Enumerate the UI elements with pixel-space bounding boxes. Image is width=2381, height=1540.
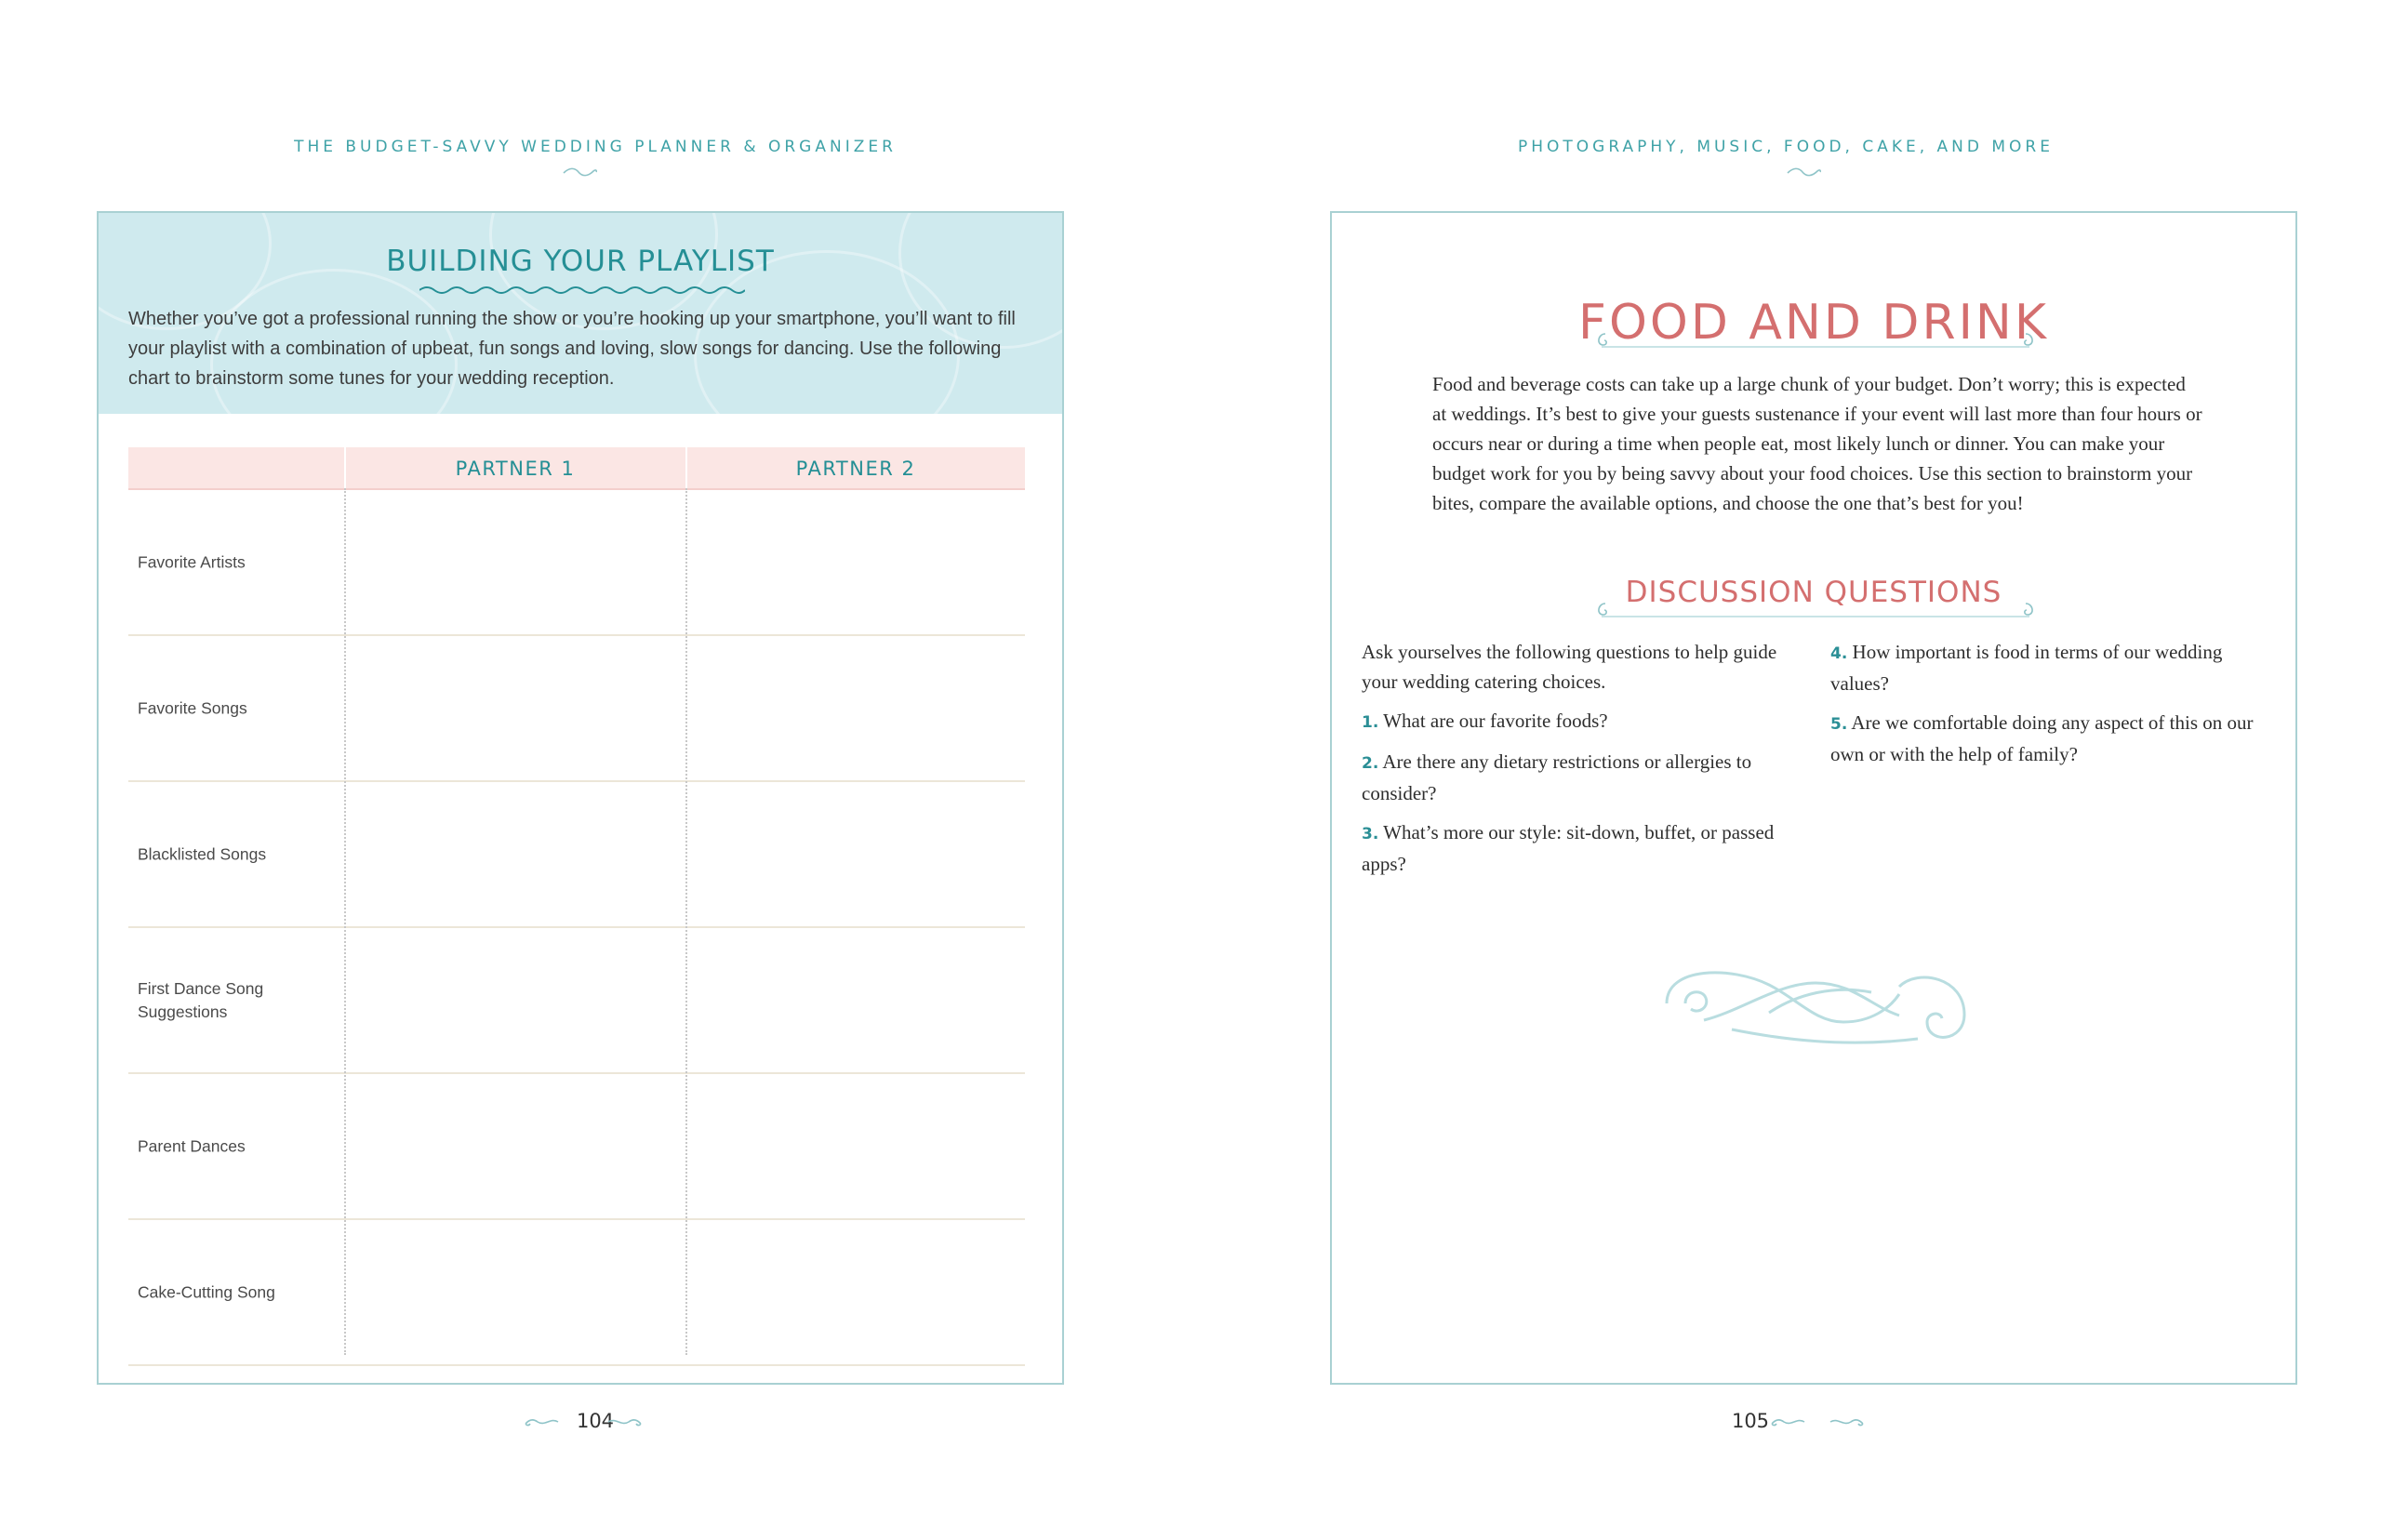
table-row bbox=[128, 1220, 1025, 1366]
running-head: THE BUDGET-SAVVY WEDDING PLANNER & ORGANIZER bbox=[294, 138, 897, 156]
row-label: Favorite Songs bbox=[138, 698, 247, 717]
page-number: 105 bbox=[1731, 1410, 1770, 1432]
section-title: DISCUSSION QUESTIONS bbox=[1625, 576, 2002, 609]
page-number: 104 bbox=[576, 1410, 615, 1432]
question-item: 3. What’s more our style: sit-down, buffet, or passed apps? bbox=[1362, 821, 1775, 875]
question-item: 2. Are there any dietary restrictions or allergies to consider? bbox=[1362, 750, 1752, 804]
playlist-table bbox=[128, 447, 1025, 1366]
intro-text: Food and beverage costs can take up a large chunk of your budget. Don’t worry; this is expected at weddings. It’s best to give your guests sustenance if your event will last more than four hours or occurs near or during a time when people eat, most likely lunch or dinner. You can make your budget work for you by being savvy about your food choices. Use this section to brainstorm your bites, compare the available options, and choose the one that’s best for you! bbox=[1432, 373, 2202, 514]
table-row bbox=[128, 928, 1025, 1074]
flourish-icon bbox=[606, 1415, 644, 1428]
column-divider bbox=[344, 488, 346, 1355]
food-drink-frame bbox=[1330, 211, 2297, 1385]
left-page bbox=[0, 0, 1190, 1540]
flourish-icon bbox=[562, 166, 599, 179]
swirl-ornament-icon bbox=[1648, 948, 1983, 1059]
row-label: First Dance Song Suggestions bbox=[138, 978, 264, 1021]
question-item: 5. Are we comfortable doing any aspect of this on our own or with the help of family? bbox=[1830, 711, 2254, 765]
page-title: BUILDING YOUR PLAYLIST bbox=[386, 245, 775, 278]
question-item: 4. How important is food in terms of our wedding values? bbox=[1830, 641, 2223, 695]
right-page bbox=[1190, 0, 2381, 1540]
question-item: 1. What are our favorite foods? bbox=[1362, 710, 1608, 732]
flourish-icon bbox=[1829, 1415, 1866, 1428]
hero-banner bbox=[99, 213, 1062, 414]
column-divider bbox=[685, 488, 687, 1355]
row-label: Blacklisted Songs bbox=[138, 844, 267, 863]
row-label: Favorite Artists bbox=[138, 552, 246, 571]
page-title: FOOD AND DRINK bbox=[1578, 295, 2049, 351]
wave-divider-icon bbox=[419, 284, 745, 297]
table-row bbox=[128, 490, 1025, 636]
table-row bbox=[128, 782, 1025, 928]
flourish-icon bbox=[1786, 166, 1823, 179]
table-row bbox=[128, 636, 1025, 782]
row-label: Cake-Cutting Song bbox=[138, 1282, 275, 1301]
intro-text: Whether you’ve got a professional running the show or you’re hooking up your smartphone, you’ll want to fill your playlist with a combination of upbeat, fun songs and loving, slow songs for dancing. Use the following chart to brainstorm some tunes for your wedding reception. bbox=[128, 309, 1016, 389]
title-underline-icon bbox=[1589, 326, 2042, 354]
playlist-frame bbox=[97, 211, 1064, 1385]
questions-column-left bbox=[1362, 637, 1799, 888]
questions-lead: Ask yourselves the following questions to help guide your wedding catering choices. bbox=[1362, 641, 1777, 693]
column-header-partner-1: PARTNER 1 bbox=[455, 458, 576, 480]
column-header-partner-2: PARTNER 2 bbox=[795, 458, 916, 480]
title-underline-icon bbox=[1589, 596, 2042, 624]
running-head: PHOTOGRAPHY, MUSIC, FOOD, CAKE, AND MORE bbox=[1517, 138, 2054, 156]
questions-column-right bbox=[1830, 637, 2268, 778]
table-header bbox=[128, 447, 1025, 490]
table-row bbox=[128, 1074, 1025, 1220]
row-label: Parent Dances bbox=[138, 1136, 246, 1155]
